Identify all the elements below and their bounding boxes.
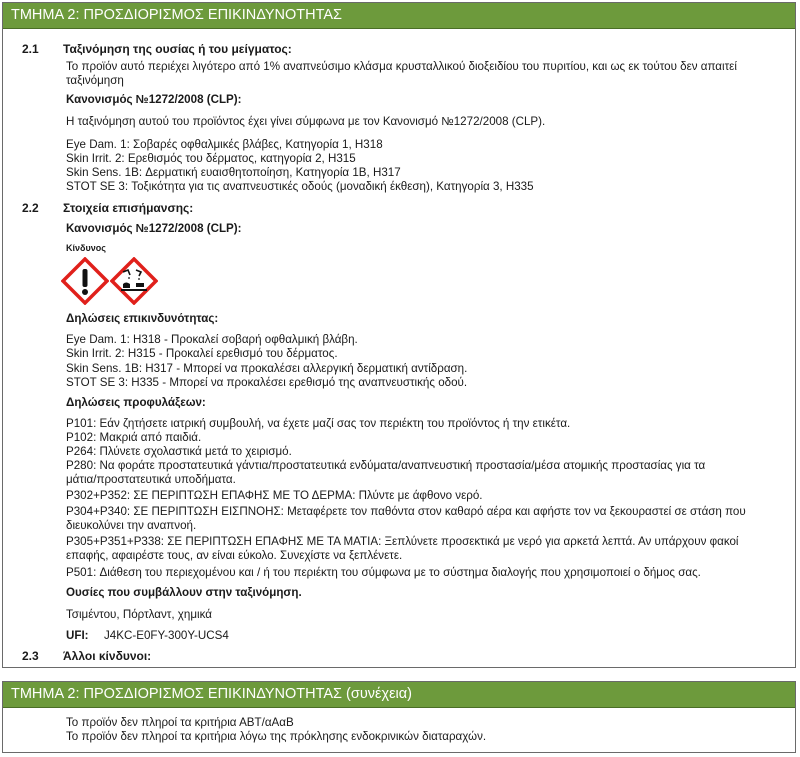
section-number-2-1: 2.1 (22, 42, 39, 56)
section-number-2-3: 2.3 (22, 649, 39, 663)
precautionary-statement: P305+P351+P338: ΣΕ ΠΕΡΙΠΤΩΣΗ ΕΠΑΦΗΣ ΜΕ ΤΑ ΜΑΤΙΑ: Ξεπλύνετε προσεκτικά με νερό για αρκετά λεπτά. Αν υπάρχουν φακοί (66, 535, 739, 548)
section-header: ΤΜΗΜΑ 2: ΠΡΟΣΔΙΟΡΙΣΜΟΣ ΕΠΙΚΙΝΔΥΝΟΤΗΤΑΣ (3, 3, 795, 29)
clp-heading-2-1: Κανονισμός №1272/2008 (CLP): (66, 93, 242, 106)
hazard-statement: Skin Sens. 1B: H317 - Μπορεί να προκαλέσει αλλεργική δερματική αντίδραση. (66, 362, 468, 375)
precautionary-statements-heading: Δηλώσεις προφυλάξεων: (66, 396, 206, 409)
other-hazard-line: Το προϊόν δεν πληροί τα κριτήρια λόγω της πρόκλησης ενδοκρινικών διαταραχών. (66, 730, 487, 743)
section-number-2-2: 2.2 (22, 201, 39, 215)
clp-heading-2-2: Κανονισμός №1272/2008 (CLP): (66, 222, 242, 235)
precautionary-statement: P304+P340: ΣΕ ΠΕΡΙΠΤΩΣΗ ΕΙΣΠΝΟΗΣ: Μεταφέρετε τον παθόντα στον καθαρό αέρα και αφήστε τον να ξεκουραστεί σε στάση που (66, 505, 746, 518)
section-title-2-3: Άλλοι κίνδυνοι: (63, 649, 152, 663)
signal-word: Κίνδυνος (66, 243, 106, 253)
classification-note: Το προϊόν αυτό περιέχει λιγότερο από 1% αναπνεύσιμο κλάσμα κρυσταλλικού διοξειδίου του πυριτίου, και ως εκ τούτου δεν απαιτεί ταξινόμηση (66, 60, 737, 87)
precautionary-statement: P264: Πλύνετε σχολαστικά μετά το χειρισμό. (66, 445, 292, 458)
classification-line: Eye Dam. 1: Σοβαρές οφθαλμικές βλάβες, Κατηγορία 1, H318 (66, 138, 383, 151)
ufi-value: J4KC-E0FY-300Y-UCS4 (104, 629, 229, 642)
hazard-statement: Skin Irrit. 2: H315 - Προκαλεί ερεθισμό του δέρματος. (66, 347, 338, 360)
precautionary-statement: P501: Διάθεση του περιεχομένου και / ή του περιέκτη του σύμφωνα με το σύστημα διαλογής που χρησιμοποιεί ο δήμος σας. (66, 566, 701, 579)
section-title-2-1: Ταξινόμηση της ουσίας ή του μείγματος: (63, 42, 292, 56)
hazard-statements-heading: Δηλώσεις επικινδυνότητας: (66, 312, 219, 325)
hazard-statement: STOT SE 3: H335 - Μπορεί να προκαλέσει ερεθισμό της αναπνευστικής οδού. (66, 376, 468, 389)
corrosion-icon (110, 257, 158, 305)
other-hazard-line: Το προϊόν δεν πληροί τα κριτήρια ΑΒΤ/αΑαΒ (66, 716, 294, 729)
contributing-substances: Τσιμέντου, Πόρτλαντ, χημικά (66, 608, 212, 621)
contributing-substances-heading: Ουσίες που συμβάλλουν στην ταξινόμηση. (66, 586, 302, 599)
classification-line: Skin Irrit. 2: Ερεθισμός του δέρματος, κατηγορία 2, H315 (66, 152, 356, 165)
section-2-panel (2, 2, 796, 668)
clp-text: Η ταξινόμηση αυτού του προϊόντος έχει γίνει σύμφωνα με τον Κανονισμό №1272/2008 (CLP). (66, 115, 546, 128)
exclamation-mark-icon (61, 257, 109, 305)
precautionary-statement: P280: Να φοράτε προστατευτικά γάντια/προστατευτικά ενδύματα/αναπνευστική προστασία/μέσα ατομικής προστασίας για τα (66, 459, 706, 472)
precautionary-statement: μάτια/προστατευτικά υποδήματα. (66, 473, 236, 486)
precautionary-statement: διευκολύνει την αναπνοή. (66, 519, 197, 532)
section-title-2-2: Στοιχεία επισήμανσης: (63, 201, 194, 215)
classification-line: STOT SE 3: Τοξικότητα για τις αναπνευστικές οδούς (μοναδική έκθεση), Κατηγορία 3, H335 (66, 180, 534, 193)
precautionary-statement: P101: Εάν ζητήσετε ιατρική συμβουλή, να έχετε μαζί σας τον περιέκτη του προϊόντος ή την ετικέτα. (66, 417, 571, 430)
precautionary-statement: P302+P352: ΣΕ ΠΕΡΙΠΤΩΣΗ ΕΠΑΦΗΣ ΜΕ ΤΟ ΔΕΡΜΑ: Πλύντε με άφθονο νερό. (66, 489, 483, 502)
section-2-continued-panel (2, 681, 796, 753)
precautionary-statement: επαφής, αφαιρέστε τους, αν είναι εύκολο. Συνεχίστε να ξεπλένετε. (66, 549, 403, 562)
section-header-continued: ΤΜΗΜΑ 2: ΠΡΟΣΔΙΟΡΙΣΜΟΣ ΕΠΙΚΙΝΔΥΝΟΤΗΤΑΣ (συνέχεια) (3, 682, 795, 708)
classification-line: Skin Sens. 1B: Δερματική ευαισθητοποίηση, Κατηγορία 1B, H317 (66, 166, 401, 179)
precautionary-statement: P102: Μακριά από παιδιά. (66, 431, 202, 444)
ufi-label: UFI: (66, 629, 89, 642)
hazard-statement: Eye Dam. 1: H318 - Προκαλεί σοβαρή οφθαλμική βλάβη. (66, 333, 358, 346)
